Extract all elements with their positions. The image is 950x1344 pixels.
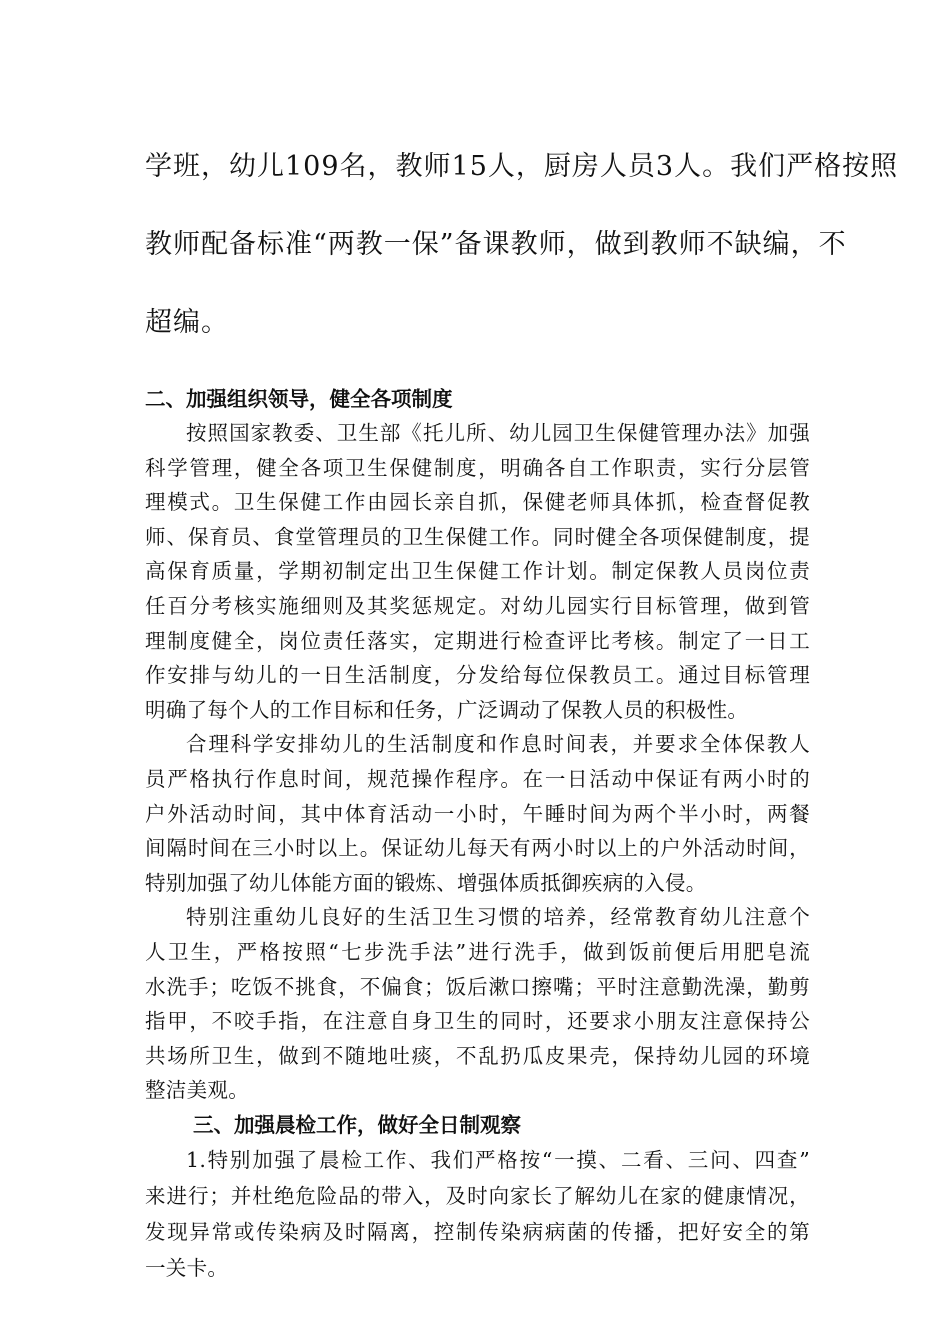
text-line: 整洁美观。 — [145, 1078, 249, 1103]
text-line: 间隔时间在三小时以上。保证幼儿每天有两小时以上的户外活动时间， — [145, 836, 810, 861]
section-heading-2: 二、加强组织领导，健全各项制度 — [145, 387, 453, 411]
paragraph-schedule — [145, 727, 810, 900]
text-line: 户外活动时间，其中体育活动一小时，午睡时间为两个半小时，两餐 — [145, 801, 810, 826]
intro-line: 学班，幼儿109名，教师15人，厨房人员3人。我们严格按照 — [145, 151, 899, 182]
text-line: 1.特别加强了晨检工作、我们严格按“一摸、二看、三问、四查” — [186, 1147, 810, 1172]
text-line: 特别加强了幼儿体能方面的锻炼、增强体质抵御疾病的入侵。 — [145, 870, 707, 895]
text-line: 共场所卫生，做到不随地吐痰，不乱扔瓜皮果壳，保持幼儿园的环境 — [145, 1043, 810, 1068]
paragraph-management — [145, 416, 810, 727]
text-line: 理模式。卫生保健工作由园长亲自抓，保健老师具体抓，检查督促教 — [145, 490, 810, 515]
paragraph-morning-check — [145, 1142, 810, 1286]
text-line: 任百分考核实施细则及其奖惩规定。对幼儿园实行目标管理，做到管 — [145, 593, 810, 618]
text-line: 人卫生，严格按照“七步洗手法”进行洗手，做到饭前便后用肥皂流 — [145, 939, 810, 964]
text-line: 合理科学安排幼儿的生活制度和作息时间表，并要求全体保教人 — [186, 732, 810, 757]
text-line: 一关卡。 — [145, 1255, 229, 1280]
section-2-body — [145, 416, 810, 1108]
text-line: 员严格执行作息时间，规范操作程序。在一日活动中保证有两小时的 — [145, 766, 810, 791]
text-line: 高保育质量，学期初制定出卫生保健工作计划。制定保教人员岗位责 — [145, 559, 810, 584]
text-line: 特别注重幼儿良好的生活卫生习惯的培养，经常教育幼儿注意个 — [186, 905, 810, 930]
intro-paragraph — [145, 128, 899, 362]
text-line: 发现异常或传染病及时隔离，控制传染病病菌的传播，把好安全的第 — [145, 1219, 810, 1244]
paragraph-hygiene — [145, 900, 810, 1108]
text-line: 按照国家教委、卫生部《托儿所、幼儿园卫生保健管理办法》加强 — [186, 421, 810, 445]
intro-line: 教师配备标准“两教一保”备课教师，做到教师不缺编，不 — [145, 229, 847, 260]
document-page — [145, 128, 899, 1286]
section-3-body — [145, 1142, 810, 1286]
section-heading-3: 三、加强晨检工作，做好全日制观察 — [193, 1112, 521, 1137]
text-line: 科学管理，健全各项卫生保健制度，明确各自工作职责，实行分层管 — [145, 455, 810, 480]
text-line: 水洗手；吃饭不挑食，不偏食；饭后漱口擦嘴；平时注意勤洗澡，勤剪 — [145, 974, 810, 999]
text-line: 指甲，不咬手指，在注意自身卫生的同时，还要求小朋友注意保持公 — [145, 1009, 810, 1034]
intro-line: 超编。 — [145, 307, 229, 338]
text-line: 理制度健全，岗位责任落实，定期进行检查评比考核。制定了一日工 — [145, 628, 810, 653]
text-line: 师、保育员、食堂管理员的卫生保健工作。同时健全各项保健制度，提 — [145, 524, 810, 549]
text-line: 来进行；并杜绝危险品的带入，及时向家长了解幼儿在家的健康情况， — [145, 1183, 810, 1208]
text-line: 明确了每个人的工作目标和任务，广泛调动了保教人员的积极性。 — [145, 697, 749, 722]
text-line: 作安排与幼儿的一日生活制度，分发给每位保教员工。通过目标管理 — [145, 663, 810, 688]
